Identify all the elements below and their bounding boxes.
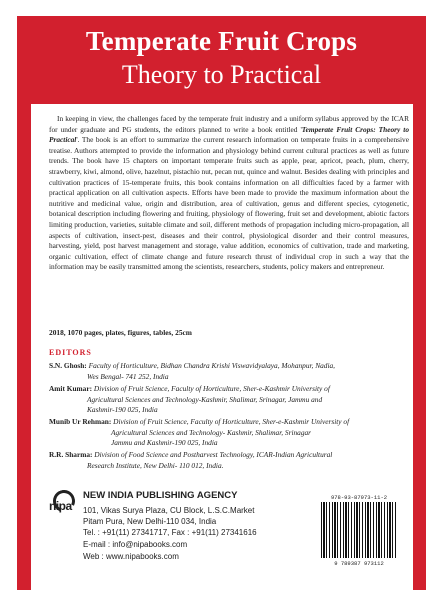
isbn-number: 978-93-87973-11-2 [330, 494, 388, 501]
editor-affiliation-cont: Agricultural Sciences and Technology- Kashmir, Shalimar, Srinagar [111, 427, 312, 437]
publisher-address-line: 101, Vikas Surya Plaza, CU Block, L.S.C.Market [83, 506, 255, 515]
description-text-end: '. The book is an effort to summarize the current research information on temperate fruits in a comprehensive treatise. Authors attempted to provide the information and physiology behind current cultural practices as well as future trends. The book have 15 chapters on important temperate fruits such as apple, pear, apricot, peach, plum, cherry, strawberry, kiwi, almond, olive, hazelnut, pistachio nut, pecan nut, quince and walnut. Besides dealing with principles and cultivation practices of 15-temperate fruits, this book contains information on all difficulties faced by a farmer with practical application on all cultivation aspects. Efforts have been made to provide the maximum information about the nutritive and medicinal value, origin and distribution, area of cultivation, genus and different species, cytogenetic, botanical description including flowering and fruiting, physiology of flowering, fruit set and development, abiotic factors limiting production, varieties, suitable climate and soil, different methods of propagation including micro-propagation, all aspects of cultivation, insect-pest, diseases and their control, physiological disorder and their control measures, harvesting, yield, post harvest management and storage, value addition, economics of cultivation, trade and marketing, organic cultivation, effect of climate change and future research thrust of individual crop in such a way that the information may be easily transmitted among the scientists, researchers, students, policy makers and entrepreneur. [49, 135, 409, 272]
publisher-name: NEW INDIA PUBLISHING AGENCY [83, 490, 238, 501]
publisher-phone: Tel. : +91(11) 27341717, Fax : +91(11) 27341616 [83, 528, 257, 537]
content-panel [31, 104, 413, 590]
editor-name: S.N. Ghosh: [49, 361, 87, 370]
editor-affiliation: Division of Food Science and Postharvest Technology, ICAR-Indian Agricultural [94, 450, 333, 459]
editor-affiliation: Division of Fruit Science, Faculty of Horticulture, Sher-e-Kashmir University of [93, 384, 330, 393]
barcode-digits: 9 789387 973112 [334, 560, 384, 567]
book-title: Temperate Fruit Crops [85, 26, 358, 56]
description-text-start: In keeping in view, the challenges faced by the temperate fruit industry and a uniform syllabus approved by the ICAR for under graduate and PG students, the editors planned to write a book entitled ' [49, 114, 409, 134]
editor-entry [49, 417, 407, 449]
editor-affiliation: Division of Fruit Science, Faculty of Horticulture, Sher-e-Kashmir University of [113, 417, 350, 426]
editor-name: Munib Ur Rehman: [49, 417, 112, 426]
editor-affiliation-cont: Wes Bengal- 741 252, India [87, 371, 169, 381]
book-subtitle: Theory to Practical [121, 60, 322, 89]
editor-entry [49, 361, 407, 382]
editor-name: Amit Kumar: [49, 384, 93, 393]
publisher-email: E-mail : info@nipabooks.com [83, 540, 188, 549]
editor-name: R.R. Sharma: [49, 450, 93, 459]
publisher-block [49, 486, 409, 586]
editor-affiliation-cont: Agricultural Sciences and Technology-Kashmir, Shalimar, Srinagar, Jammu and [87, 394, 323, 404]
editor-affiliation: Faculty of Horticulture, Bidhan Chandra Krishi Viswavidyalaya, Mohanpur, Nadia, [88, 361, 336, 370]
description-book-title: Temperate Fruit Crops: Theory to Practical [49, 124, 410, 145]
editor-affiliation-cont: Research Institute, New Delhi- 110 012, India. [87, 460, 224, 470]
publisher-website: Web : www.nipabooks.com [83, 552, 179, 561]
editor-affiliation-cont: Jammu and Kashmir-190 025, India [111, 438, 218, 448]
editors-heading: EDITORS [49, 348, 92, 357]
publisher-address-line: Pitam Pura, New Delhi-110 034, India [83, 517, 217, 526]
nipa-logo-icon [49, 490, 81, 520]
title-band [17, 16, 426, 92]
editor-affiliation-cont: Kashmir-190 025, India [87, 405, 158, 415]
logo-text: nipa [49, 499, 72, 513]
book-back-cover [17, 16, 426, 590]
isbn-barcode [317, 494, 401, 570]
editor-entry [49, 384, 407, 416]
book-specs: 2018, 1070 pages, plates, figures, tables, 25cm [49, 328, 192, 337]
editor-entry [49, 450, 407, 471]
barcode-bars-icon [321, 502, 397, 558]
book-description [49, 114, 409, 273]
